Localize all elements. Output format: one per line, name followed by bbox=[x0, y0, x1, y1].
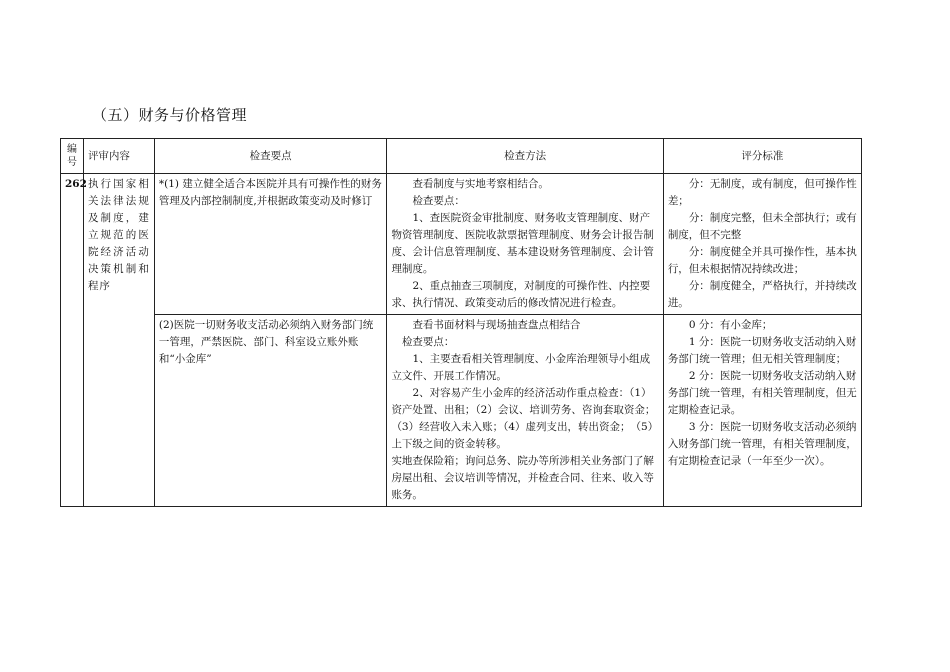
header-points: 检查要点 bbox=[154, 139, 387, 174]
review-table bbox=[60, 138, 862, 507]
method-line: 实地查保险箱；询问总务、院办等所涉相关业务部门了解房屋出租、会议培训等情况，并检查合同、往来、收入等账务。 bbox=[391, 455, 654, 501]
table-header-row bbox=[61, 139, 862, 174]
method-line: 2、对容易产生小金库的经济活动作重点检查：（1）资产处置、出租；（2）会议、培训劳务、咨询套取资金；（3）经营收入未入账；（4）虚列支出，转出资金； （5）上下级之间的资金转移。 bbox=[391, 387, 659, 450]
method-line: 检查要点： bbox=[412, 195, 465, 207]
score-line: 2 分：医院一切财务收支活动纳入财务部门统一管理，有相关管理制度，但无定期检查记录。 bbox=[667, 370, 857, 416]
score-line: 分：无制度，或有制度，但可操作性差； bbox=[667, 178, 857, 207]
item-content: 执行国家相关法律法规及制度，建立规范的医院经济活动决策机制和程序 bbox=[83, 174, 154, 507]
item-number: 262 bbox=[61, 174, 84, 507]
section-heading: （五）财务与价格管理 bbox=[92, 106, 248, 124]
check-method-2 bbox=[387, 315, 663, 507]
header-method: 检查方法 bbox=[387, 139, 663, 174]
method-line: 1、查医院资金审批制度、财务收支管理制度、财产物资管理制度、医院收款票据管理制度、财务会计报告制度、会计信息管理制度、基本建设财务管理制度、会计管理制度。 bbox=[391, 212, 654, 275]
score-line: 分：制度健全，严格执行，并持续改进。 bbox=[667, 280, 857, 309]
header-no: 编号 bbox=[61, 139, 84, 174]
score-standard-2 bbox=[663, 315, 861, 507]
score-standard-1 bbox=[663, 174, 861, 315]
header-score: 评分标准 bbox=[663, 139, 861, 174]
method-line: 查看制度与实地考察相结合。 bbox=[412, 178, 549, 190]
score-line: 0 分：有小金库； bbox=[688, 319, 773, 331]
table-row bbox=[61, 315, 862, 507]
table-row bbox=[61, 174, 862, 315]
header-content: 评审内容 bbox=[83, 139, 154, 174]
method-line: 2、重点抽查三项制度，对制度的可操作性、内控要求、执行情况、政策变动后的修改情况进行检查。 bbox=[391, 280, 651, 309]
method-line: 查看书面材料与现场抽查盘点相结合 bbox=[412, 319, 581, 331]
method-line: 检查要点： bbox=[401, 336, 455, 348]
score-line: 1 分：医院一切财务收支活动纳入财务部门统一管理；但无相关管理制度； bbox=[667, 336, 857, 365]
check-point-1: *(1) 建立健全适合本医院并具有可操作性的财务管理及内部控制制度,并根据政策变动及时修订 bbox=[154, 174, 387, 315]
score-line: 分：制度完整，但未全部执行；或有制度，但不完整 bbox=[667, 212, 857, 241]
score-line: 3 分：医院一切财务收支活动必须纳入财务部门统一管理，有相关管理制度，有定期检查记录（一年至少一次）。 bbox=[667, 421, 857, 467]
score-line: 分：制度健全并具可操作性，基本执行，但未根据情况持续改进； bbox=[667, 246, 857, 275]
check-point-2: (2)医院一切财务收支活动必须纳入财务部门统一管理，严禁医院、部门、科室设立账外账和“小金库” bbox=[154, 315, 387, 507]
check-method-1 bbox=[387, 174, 663, 315]
method-line: 1、主要查看相关管理制度、小金库治理领导小组成立文件、开展工作情况。 bbox=[391, 353, 651, 382]
